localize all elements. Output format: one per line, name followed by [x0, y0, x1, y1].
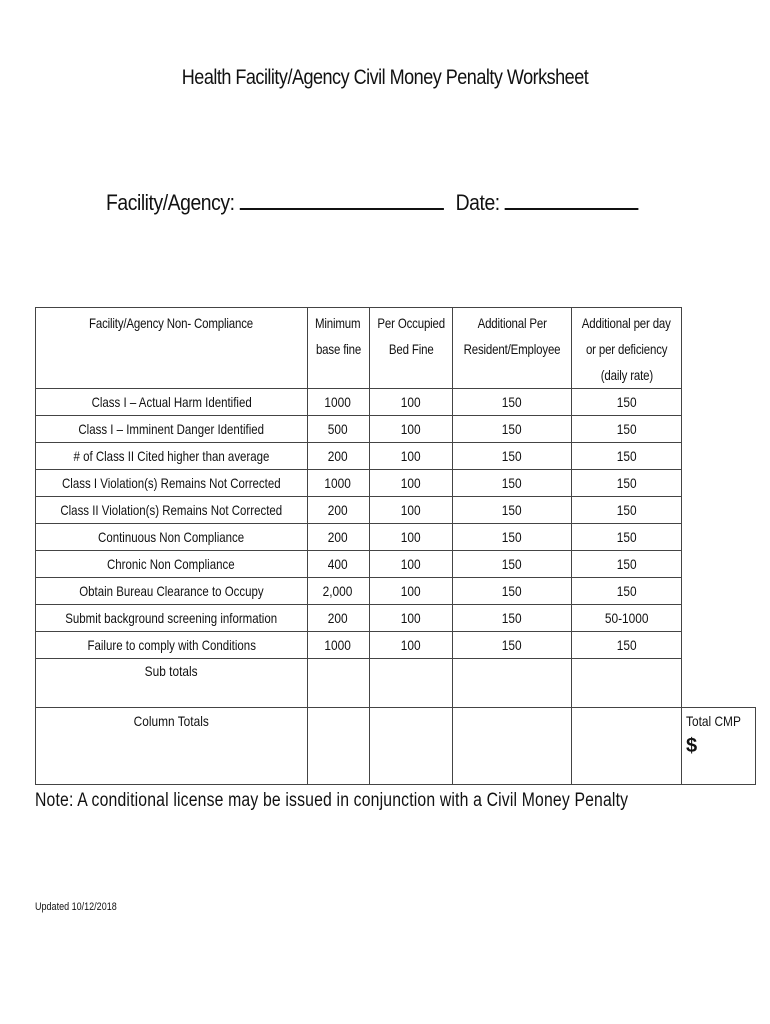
- row-label: Continuous Non Compliance: [36, 524, 308, 551]
- cell-daily: 150: [571, 497, 681, 524]
- cell-bed: 100: [369, 551, 452, 578]
- cell-resident: 150: [452, 470, 571, 497]
- table-header-row: [36, 308, 756, 389]
- date-label: Date:: [455, 190, 500, 215]
- cell-resident: 150: [452, 632, 571, 659]
- cell-resident: 150: [452, 443, 571, 470]
- penalty-table-container: [35, 307, 756, 785]
- cell-bed: 100: [369, 524, 452, 551]
- facility-date-line: [106, 190, 638, 216]
- table-row: [36, 416, 756, 443]
- facility-field[interactable]: [239, 194, 443, 210]
- cell-bed: 100: [369, 443, 452, 470]
- row-label: Class I – Actual Harm Identified: [36, 389, 308, 416]
- total-resident-cell[interactable]: [452, 708, 571, 785]
- cell-resident: 150: [452, 416, 571, 443]
- cell-min: 200: [307, 497, 369, 524]
- total-cmp-cell[interactable]: [681, 708, 755, 785]
- page-title: Health Facility/Agency Civil Money Penalty Worksheet: [181, 66, 589, 89]
- column-totals-row: [36, 708, 756, 785]
- header-daily-rate: Additional per day or per deficiency (daily rate): [571, 308, 681, 389]
- cell-resident: 150: [452, 497, 571, 524]
- date-field[interactable]: [505, 194, 639, 210]
- cell-daily: 150: [571, 551, 681, 578]
- table-row: [36, 470, 756, 497]
- cell-daily: 150: [571, 470, 681, 497]
- table-row: [36, 389, 756, 416]
- conditional-license-note: Note: A conditional license may be issued in conjunction with a Civil Money Penalty: [35, 790, 629, 811]
- cell-min: 200: [307, 605, 369, 632]
- penalty-table: [35, 307, 756, 785]
- cell-resident: 150: [452, 551, 571, 578]
- cell-bed: 100: [369, 389, 452, 416]
- subtotal-resident-cell[interactable]: [452, 659, 571, 708]
- cell-bed: 100: [369, 416, 452, 443]
- subtotal-min-cell[interactable]: [307, 659, 369, 708]
- row-label: Submit background screening information: [36, 605, 308, 632]
- row-label: # of Class II Cited higher than average: [36, 443, 308, 470]
- cell-daily: 150: [571, 443, 681, 470]
- header-per-bed-fine: Per Occupied Bed Fine: [369, 308, 452, 389]
- cell-min: 1000: [307, 389, 369, 416]
- cell-resident: 150: [452, 524, 571, 551]
- row-label: Failure to comply with Conditions: [36, 632, 308, 659]
- row-label: Class I – Imminent Danger Identified: [36, 416, 308, 443]
- cell-daily: 150: [571, 389, 681, 416]
- cell-min: 400: [307, 551, 369, 578]
- cell-min: 200: [307, 443, 369, 470]
- row-label: Obtain Bureau Clearance to Occupy: [36, 578, 308, 605]
- header-noncompliance: Facility/Agency Non- Compliance: [36, 308, 308, 389]
- cell-daily: 150: [571, 578, 681, 605]
- cell-resident: 150: [452, 605, 571, 632]
- cell-daily: 150: [571, 416, 681, 443]
- updated-date: Updated 10/12/2018: [35, 901, 117, 913]
- table-row: [36, 632, 756, 659]
- total-cmp-dollar: $: [685, 735, 698, 757]
- subtotals-row: [36, 659, 756, 708]
- subtotal-bed-cell[interactable]: [369, 659, 452, 708]
- facility-label: Facility/Agency:: [106, 190, 235, 215]
- table-row: [36, 497, 756, 524]
- row-label: Class II Violation(s) Remains Not Corrected: [36, 497, 308, 524]
- cell-bed: 100: [369, 605, 452, 632]
- header-min-base-fine: Minimum base fine: [307, 308, 369, 389]
- subtotals-label: Sub totals: [36, 659, 308, 708]
- total-bed-cell[interactable]: [369, 708, 452, 785]
- subtotal-daily-cell[interactable]: [571, 659, 681, 708]
- table-row: [36, 605, 756, 632]
- cell-min: 1000: [307, 632, 369, 659]
- cell-daily: 150: [571, 632, 681, 659]
- cell-bed: 100: [369, 497, 452, 524]
- cell-min: 1000: [307, 470, 369, 497]
- cell-daily: 150: [571, 524, 681, 551]
- table-row: [36, 578, 756, 605]
- cell-min: 500: [307, 416, 369, 443]
- total-cmp-label: Total CMP: [685, 713, 741, 729]
- row-label: Chronic Non Compliance: [36, 551, 308, 578]
- header-additional-per-resident: Additional Per Resident/Employee: [452, 308, 571, 389]
- column-totals-label: Column Totals: [36, 708, 308, 785]
- cell-resident: 150: [452, 578, 571, 605]
- table-row: [36, 551, 756, 578]
- cell-resident: 150: [452, 389, 571, 416]
- table-row: [36, 443, 756, 470]
- cell-min: 2,000: [307, 578, 369, 605]
- total-min-cell[interactable]: [307, 708, 369, 785]
- cell-min: 200: [307, 524, 369, 551]
- total-daily-cell[interactable]: [571, 708, 681, 785]
- cell-bed: 100: [369, 632, 452, 659]
- table-row: [36, 524, 756, 551]
- cell-daily: 50-1000: [571, 605, 681, 632]
- cell-bed: 100: [369, 578, 452, 605]
- cell-bed: 100: [369, 470, 452, 497]
- row-label: Class I Violation(s) Remains Not Corrected: [36, 470, 308, 497]
